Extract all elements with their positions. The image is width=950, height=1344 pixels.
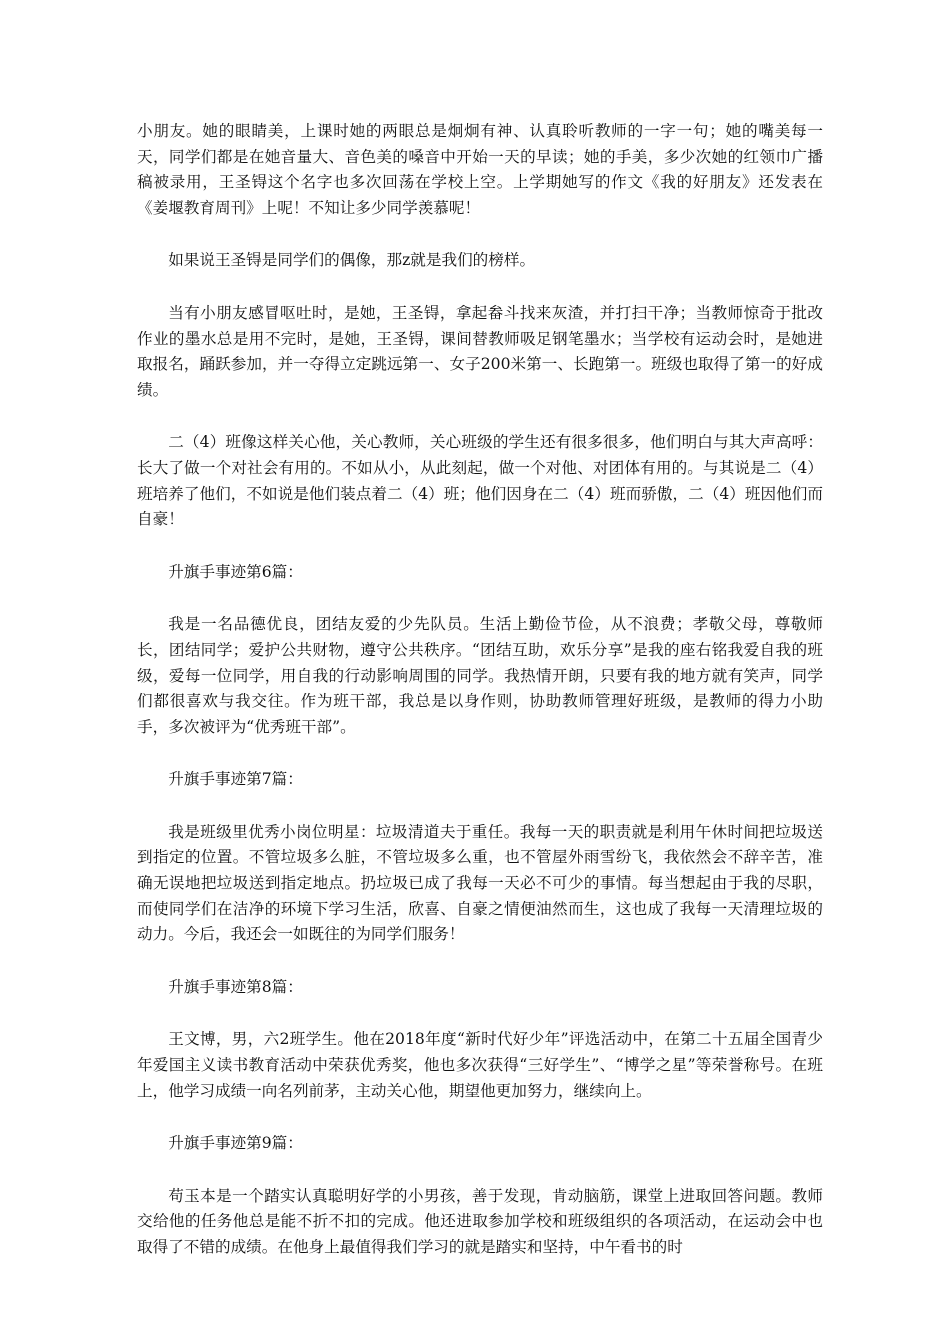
- document-page: [137, 119, 823, 1288]
- paragraph-section-9: 苟玉本是一个踏实认真聪明好学的小男孩，善于发现，肯动脑筋，课堂上进取回答问题。教师交给他的任务他总是能不折不扣的完成。他还进取参加学校和班级组织的各项活动，在运动会中也取得了不错的成绩。在他身上最值得我们学习的就是踏实和坚持，中午看书的时: [137, 1186, 823, 1256]
- section-heading-7: 升旗手事迹第7篇：: [168, 770, 303, 789]
- section-heading-6: 升旗手事迹第6篇：: [168, 562, 303, 581]
- paragraph-deeds: 当有小朋友感冒呕吐时，是她，王圣锝，拿起畚斗找来灰渣，并打扫干净；当教师惊奇于批改作业的墨水总是用不完时，是她，王圣锝，课间替教师吸足钢笔墨水；当学校有运动会时，是她进取报名，踊跃参加，并一夺得立定跳远第一、女子200米第一、长跑第一。班级也取得了第一的好成绩。: [137, 303, 823, 399]
- section-heading-8: 升旗手事迹第8篇：: [168, 977, 303, 996]
- paragraph-intro: 小朋友。她的眼睛美，上课时她的两眼总是炯炯有神、认真聆听教师的一字一句；她的嘴美每一天，同学们都是在她音量大、音色美的嗓音中开始一天的早读；她的手美，多少次她的红领巾广播稿被录用，王圣锝这个名字也多次回荡在学校上空。上学期她写的作文《我的好朋友》还发表在《姜堰教育周刊》上呢！不知让多少同学羡慕呢！: [137, 122, 823, 217]
- paragraph-section-7: 我是班级里优秀小岗位明星：垃圾清道夫于重任。我每一天的职责就是利用午休时间把垃圾送到指定的位置。不管垃圾多么脏，不管垃圾多么重，也不管屋外雨雪纷飞，我依然会不辞辛苦，准确无误地把垃圾送到指定地点。扔垃圾已成了我每一天必不可少的事情。每当想起由于我的尽职，而使同学们在洁净的环境下学习生活，欣喜、自豪之情便油然而生，这也成了我每一天清理垃圾的动力。今后，我还会一如既往的为同学们服务！: [137, 822, 823, 944]
- section-heading-9: 升旗手事迹第9篇：: [168, 1134, 303, 1153]
- paragraph-class-pride: 二（4）班像这样关心他，关心教师，关心班级的学生还有很多很多，他们明白与其大声高呼：长大了做一个对社会有用的。不如从小，从此刻起，做一个对他、对团体有用的。与其说是二（4）班培养了他们，不如说是他们装点着二（4）班；他们因身在二（4）班而骄傲，二（4）班因他们而自豪！: [137, 433, 823, 529]
- paragraph-section-8: 王文博，男，六2班学生。他在2018年度“新时代好少年”评选活动中，在第二十五届全国青少年爱国主义读书教育活动中荣获优秀奖，他也多次获得“三好学生”、“博学之星”等荣誉称号。在班上，他学习成绩一向名列前茅，主动关心他，期望他更加努力，继续向上。: [137, 1030, 823, 1100]
- paragraph-idol: 如果说王圣锝是同学们的偶像，那z就是我们的榜样。: [168, 251, 536, 270]
- paragraph-section-6: 我是一名品德优良，团结友爱的少先队员。生活上勤俭节俭，从不浪费；孝敬父母，尊敬师长，团结同学；爱护公共财物，遵守公共秩序。“团结互助，欢乐分享”是我的座右铭我爱自我的班级，爱每一位同学，用自我的行动影响周围的同学。我热情开朗，只要有我的地方就有笑声，同学们都很喜欢与我交往。作为班干部，我总是以身作则，协助教师管理好班级，是教师的得力小助手，多次被评为“优秀班干部”。: [137, 615, 823, 736]
